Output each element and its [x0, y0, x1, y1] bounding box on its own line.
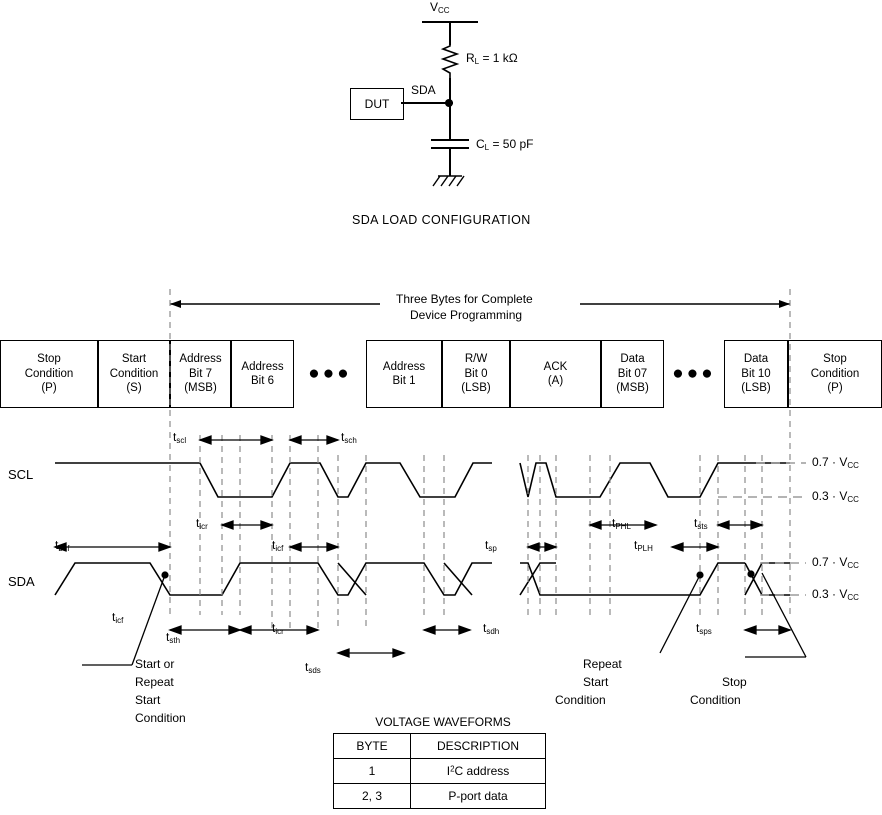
table-cell-byte: 2, 3 [334, 784, 411, 809]
timing-label-tsdh: $t_{sdh}$ [483, 621, 500, 636]
level-label-07-sda: $0.7 \cdot V_{CC}$ [812, 555, 859, 570]
cell-line1: ACK [543, 360, 568, 373]
timing-label-tplh: $t_{PLH}$ [634, 538, 653, 553]
leader-repeat-start [660, 575, 700, 653]
frame-ellipsis-left: ●●● [308, 363, 352, 384]
dut-label: DUT [364, 97, 390, 111]
frame-ellipsis-right: ●●● [672, 363, 716, 384]
cap-to-gnd-wire [449, 148, 451, 176]
cell-line3: (LSB) [461, 382, 491, 395]
cell-line2: (A) [547, 375, 564, 387]
cell-line1: Address [179, 353, 222, 366]
timing-label-ticf-sda: $t_{icf}$ [112, 610, 124, 625]
cell-line2: Condition [109, 367, 159, 380]
resistor-label: $R_L = 1$ kΩ [466, 51, 518, 66]
table-header-byte: BYTE [334, 734, 411, 759]
cell-line2: Bit 6 [250, 375, 274, 387]
sda-trace-right-3 [745, 563, 790, 595]
sda-trace [55, 563, 492, 595]
dut-box [350, 88, 404, 120]
capacitor-plate-top [431, 139, 469, 141]
table-cell-description: $I^2C$ address [411, 759, 546, 784]
vcc-wire [449, 21, 451, 45]
annotation-repeat-start-line1: Repeat [583, 657, 622, 671]
waveform-canvas [0, 285, 882, 745]
table-cell-description: P-port data [411, 784, 546, 809]
timing-label-ticf-scl: $t_{icf}$ [272, 538, 284, 553]
voltage-waveforms-table [333, 715, 553, 809]
cell-line2: Bit 7 [188, 367, 212, 380]
timing-label-tbuf: $t_{buf}$ [55, 538, 70, 553]
annotation-start-repeat-line3: Start [135, 693, 161, 707]
table-cell-byte: 1 [334, 759, 411, 784]
cell-line1: Stop [823, 353, 847, 366]
timing-label-tscl: $t_{scl}$ [173, 430, 187, 445]
level-label-03-sda: $0.3 \cdot V_{CC}$ [812, 587, 859, 602]
capacitor-label: $C_L = 50$ pF [476, 137, 534, 152]
ground-symbol [430, 174, 470, 194]
cell-line1: Start [121, 353, 147, 366]
scl-trace [55, 463, 492, 497]
cell-line2: Bit 07 [617, 367, 648, 380]
resistor-symbol [440, 43, 460, 79]
annotation-start-repeat-line1: Start or [135, 657, 175, 671]
sda-wire-label: SDA [411, 83, 436, 97]
cell-line3: (P) [41, 382, 57, 395]
table-row [334, 784, 546, 809]
sda-trace-extra2 [338, 563, 366, 595]
leader-stop-condition [762, 573, 806, 657]
annotation-stop-line1: Stop [722, 675, 747, 689]
timing-label-tsps: $t_{sps}$ [696, 621, 712, 636]
cell-line2: Bit 10 [741, 367, 771, 380]
cell-line1: Data [743, 353, 769, 366]
annotation-repeat-start-line3: Condition [555, 693, 606, 707]
scl-signal-label: SCL [8, 467, 34, 482]
cell-line3: (LSB) [741, 382, 771, 395]
level-label-07-scl: $0.7 \cdot V_{CC}$ [812, 455, 859, 470]
cell-line3: (S) [126, 382, 142, 395]
marker-repeat-start [696, 571, 703, 578]
cell-line3: (MSB) [616, 382, 649, 395]
scl-trace-right [520, 463, 790, 497]
cell-line3: (MSB) [184, 382, 217, 395]
sda-load-configuration [0, 0, 882, 240]
span-label-line2: Device Programming [410, 308, 523, 322]
cell-line2: Bit 1 [392, 375, 416, 387]
table-header-row [334, 734, 546, 759]
voltage-table-title: VOLTAGE WAVEFORMS [375, 715, 511, 729]
cell-line2: Bit 0 [464, 367, 488, 380]
cell-line2: Condition [810, 367, 860, 380]
level-label-03-scl: $0.3 \cdot V_{CC}$ [812, 489, 859, 504]
cell-line2: Condition [24, 367, 74, 380]
sda-trace-right-2 [745, 563, 790, 595]
timing-label-ticr-sda: $t_{icr}$ [272, 621, 284, 636]
annotation-start-repeat-line4: Condition [135, 711, 186, 725]
marker-stop [747, 570, 754, 577]
annotation-repeat-start-line2: Start [583, 675, 609, 689]
table-header-description: DESCRIPTION [411, 734, 546, 759]
cell-line1: Address [241, 360, 284, 373]
sda-trace-right [520, 563, 745, 595]
cell-line1: Stop [37, 353, 61, 366]
timing-label-tsp: $t_{sp}$ [485, 538, 497, 553]
annotation-stop-line2: Condition [690, 693, 741, 707]
timing-label-tsds: $t_{sds}$ [305, 660, 321, 675]
table-row [334, 759, 546, 784]
vcc-label: $V_{CC}$ [430, 0, 450, 15]
span-label-line1: Three Bytes for Complete [396, 292, 533, 306]
cell-line1: Data [620, 353, 645, 366]
cell-line1: Address [382, 360, 426, 373]
annotation-start-repeat-line2: Repeat [135, 675, 174, 689]
timing-label-tsts: $t_{sts}$ [694, 516, 708, 531]
timing-label-tsth: $t_{sth}$ [166, 630, 181, 645]
timing-label-tphl: $t_{PHL}$ [612, 516, 631, 531]
leader-start-repeat [132, 575, 165, 665]
timing-label-tsch: $t_{sch}$ [341, 430, 357, 445]
node-to-cap-wire [449, 103, 451, 139]
timing-label-ticr-scl: $t_{icr}$ [196, 516, 208, 531]
sda-signal-label: SDA [8, 574, 35, 589]
marker-start-repeat [161, 571, 168, 578]
voltage-waveforms-diagram [0, 285, 882, 745]
cell-line1: R/W [464, 353, 488, 366]
load-config-caption: SDA LOAD CONFIGURATION [352, 213, 531, 227]
cell-line3: (P) [827, 382, 843, 395]
